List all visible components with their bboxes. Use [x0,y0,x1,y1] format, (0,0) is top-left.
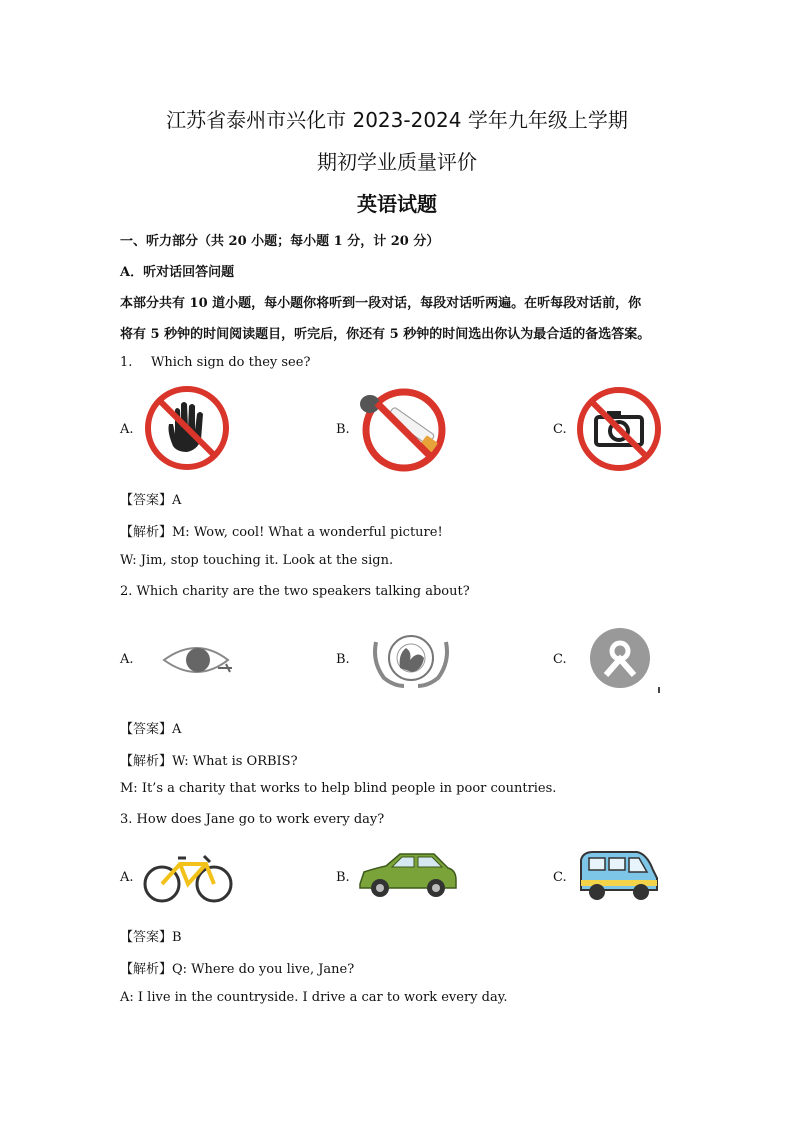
q3-dialog-line2: A: I live in the countryside. I drive a car to work every day. [120,990,508,1005]
q2-analysis: 【解析】W: What is ORBIS? [120,754,298,769]
q1-dialog-line2: W: Jim, stop touching it. Look at the sign. [120,553,394,568]
doc-title-line3: 英语试题 [357,192,437,216]
orbis-logo-icon [160,638,234,682]
instruction-line2: 将有 5 秒钟的时间阅读题目，听完后，你还有 5 秒钟的时间选出你认为最合适的备选答案。 [120,327,651,342]
doc-title-line1: 江苏省泰州市兴化市 2023-2024 学年九年级上学期 [166,108,628,132]
q3-option-a-label: A. [120,870,134,885]
doc-title-line2: 期初学业质量评价 [317,150,477,174]
q1-answer: 【答案】A [120,493,182,508]
q2-answer: 【答案】A [120,722,182,737]
q1-text: Which sign do they see? [151,355,311,370]
q3-text: 3. How does Jane go to work every day? [120,812,385,827]
q2-text: 2. Which charity are the two speakers talking about? [120,584,470,599]
q2-option-b-label: B. [336,652,350,667]
q3-option-b-label: B. [336,870,350,885]
q2-option-a-label: A. [120,652,134,667]
q2-dialog-line2: M: It’s a charity that works to help blind people in poor countries. [120,781,557,796]
no-camera-sign-icon [575,385,663,473]
q1-option-c-label: C. [553,422,567,437]
q1-option-a-label: A. [120,422,134,437]
van-icon [575,848,661,904]
q1-number: 1. [120,355,133,370]
car-icon [356,850,460,900]
no-smoking-sign-icon [356,382,448,474]
q3-analysis: 【解析】Q: Where do you live, Jane? [120,962,355,977]
no-touching-sign-icon [143,384,231,472]
instruction-line1: 本部分共有 10 道小题，每小题你将听到一段对话，每段对话听两遍。在听每段对话前，你 [120,296,642,311]
section-sub: A．听对话回答问题 [120,265,235,280]
q1-option-b-label: B. [336,422,350,437]
unicef-logo-icon [370,630,452,690]
q1-analysis: 【解析】M: Wow, cool! What a wonderful picture! [120,525,443,540]
oxfam-logo-icon [584,627,660,693]
q3-option-c-label: C. [553,870,567,885]
q2-option-c-label: C. [553,652,567,667]
q3-answer: 【答案】B [120,930,182,945]
section-heading: 一、听力部分（共 20 小题；每小题 1 分，计 20 分） [120,234,440,249]
bicycle-icon [140,848,236,904]
